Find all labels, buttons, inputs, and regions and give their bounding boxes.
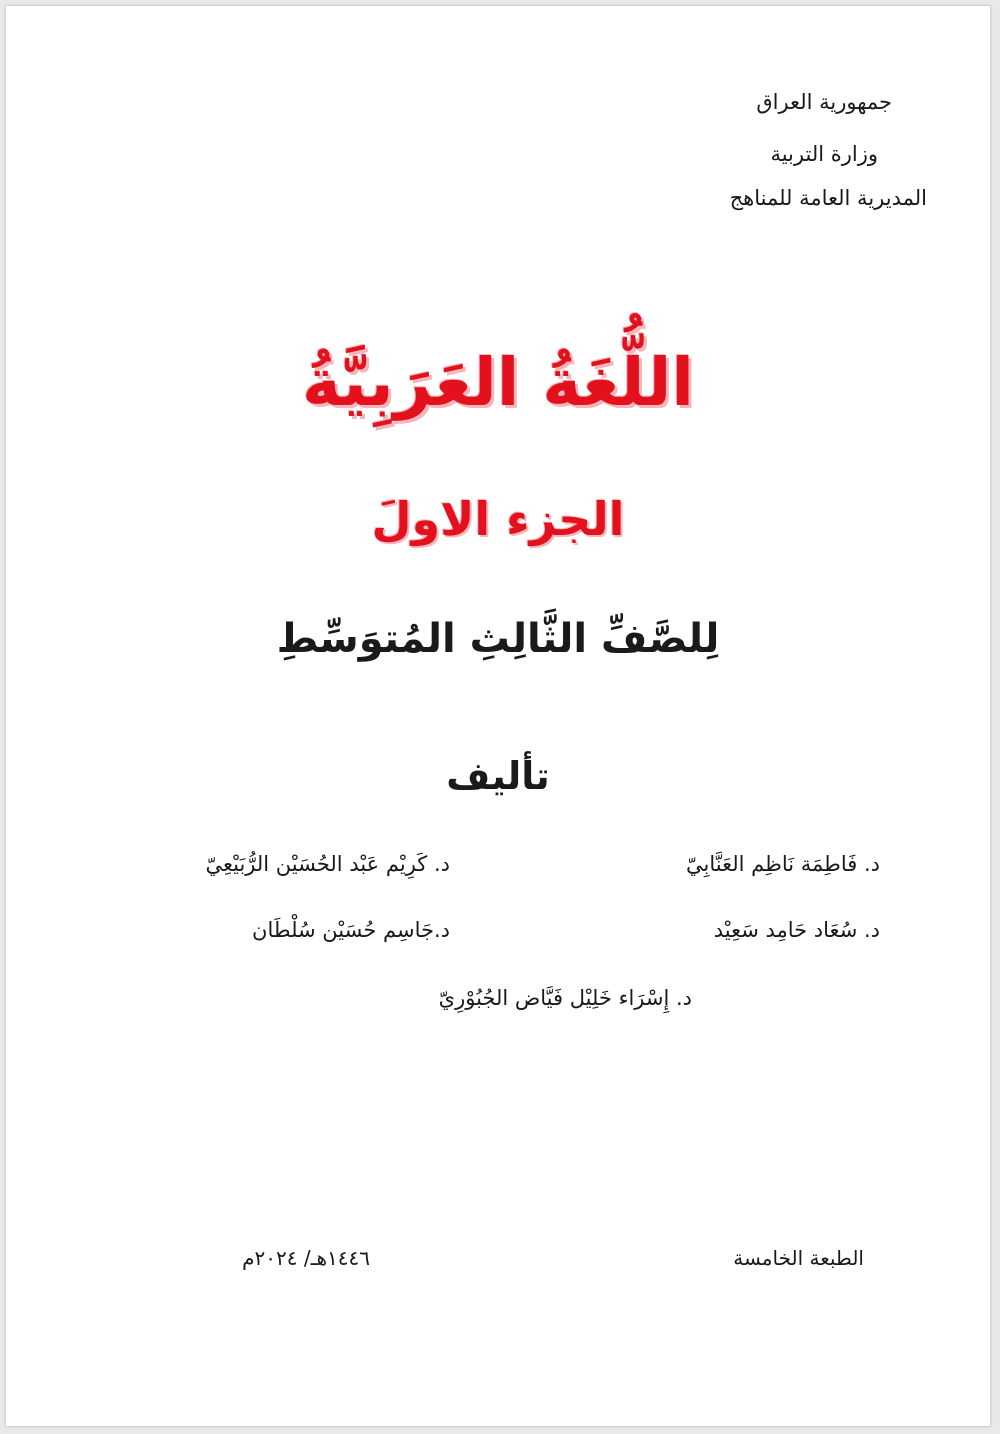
author-name: د.جَاسِم حُسَيْن سُلْطَان xyxy=(252,918,450,942)
authorship-label: تأليف xyxy=(446,754,550,798)
author-name: د. إِسْرَاء خَلِيْل فَيَّاض الجُبُوْرِيّ xyxy=(438,986,692,1010)
author-name: د. فَاطِمَة نَاظِم العَنَّابِيّ xyxy=(686,852,880,876)
cover-page xyxy=(6,6,990,1426)
book-part: الجزء الاولَ xyxy=(371,492,625,546)
author-name: د. كَرِيْم عَبْد الحُسَيْن الرُّبَيْعِيّ xyxy=(205,852,450,876)
directorate-name: المديرية العامة للمناهج xyxy=(729,186,927,210)
edition-label: الطبعة الخامسة xyxy=(733,1246,864,1270)
ministry-name: وزارة التربية xyxy=(770,142,878,166)
book-title: اللُّغَةُ العَرَبِيَّةُ xyxy=(301,344,695,421)
country-name: جمهورية العراق xyxy=(756,90,892,114)
publication-date: ١٤٤٦هـ/ ٢٠٢٤م xyxy=(242,1246,370,1270)
grade-level: لِلصَّفِّ الثَّالِثِ المُتوَسِّطِ xyxy=(276,616,720,662)
author-name: د. سُعَاد حَامِد سَعِيْد xyxy=(713,918,880,942)
